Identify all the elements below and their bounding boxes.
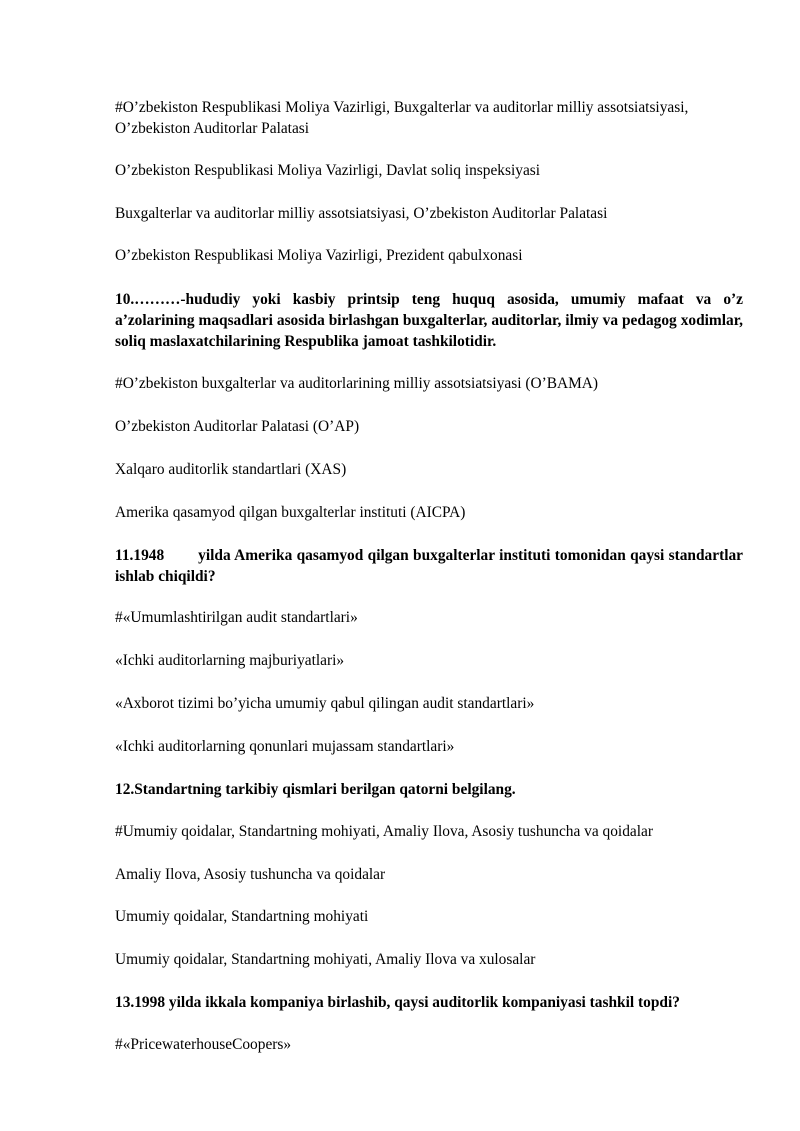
answer-option: Amaliy Ilova, Asosiy tushuncha va qoidalar [115,866,386,883]
answer-option: Umumiy qoidalar, Standartning mohiyati [115,908,369,925]
answer-option: «Ichki auditorlarning majburiyatlari» [115,652,345,669]
answer-option: Xalqaro auditorlik standartlari (XAS) [115,461,347,478]
answer-option-correct: #Umumiy qoidalar, Standartning mohiyati, Amaliy Ilova, Asosiy tushuncha va qoidalar [115,823,653,840]
answer-option-correct: #O’zbekiston Respublikasi Moliya Vazirligi, Buxgalterlar va auditorlar milliy assotsiatsiyasi, O’zbekiston Auditorlar Palatasi [115,99,689,137]
answer-option: «Ichki auditorlarning qonunlari mujassam standartlari» [115,738,455,755]
answer-option-correct: #«Umumlashtirilgan audit standartlari» [115,609,358,626]
question-11-text: yilda Amerika qasamyod qilgan buxgalterlar instituti tomonidan qaysi standartlar ishlab chiqildi? [115,547,743,585]
answer-option: Amerika qasamyod qilgan buxgalterlar instituti (AICPA) [115,504,466,521]
answer-option: Umumiy qoidalar, Standartning mohiyati, Amaliy Ilova va xulosalar [115,951,536,968]
answer-option: O’zbekiston Respublikasi Moliya Vazirligi, Prezident qabulxonasi [115,247,523,264]
question-12: 12.Standartning tarkibiy qismlari berilgan qatorni belgilang. [115,781,516,798]
answer-option: O’zbekiston Respublikasi Moliya Vazirligi, Davlat soliq inspeksiyasi [115,162,541,179]
answer-option: O’zbekiston Auditorlar Palatasi (O’AP) [115,418,360,435]
answer-option-correct: #«PricewaterhouseCoopers» [115,1036,292,1053]
answer-option: Buxgalterlar va auditorlar milliy assotsiatsiyasi, O’zbekiston Auditorlar Palatasi [115,205,608,222]
question-13: 13.1998 yilda ikkala kompaniya birlashib, qaysi auditorlik kompaniyasi tashkil topdi? [115,994,680,1011]
answer-option: «Axborot tizimi bo’yicha umumiy qabul qilingan audit standartlari» [115,695,535,712]
question-11 [115,545,743,587]
question-10: 10.………-hududiy yoki kasbiy printsip teng huquq asosida, umumiy mafaat va o’z a’zolarining maqsadlari asosida birlashgan buxgalterlar, auditorlar, ilmiy va pedagog xodimlar, soliq maslaxatchilarining Respublika jamoat tashkilotidir. [115,291,743,350]
question-11-number: 11.1948 [115,547,165,564]
answer-option-correct: #O’zbekiston buxgalterlar va auditorlarining milliy assotsiatsiyasi (O’BAMA) [115,375,599,392]
